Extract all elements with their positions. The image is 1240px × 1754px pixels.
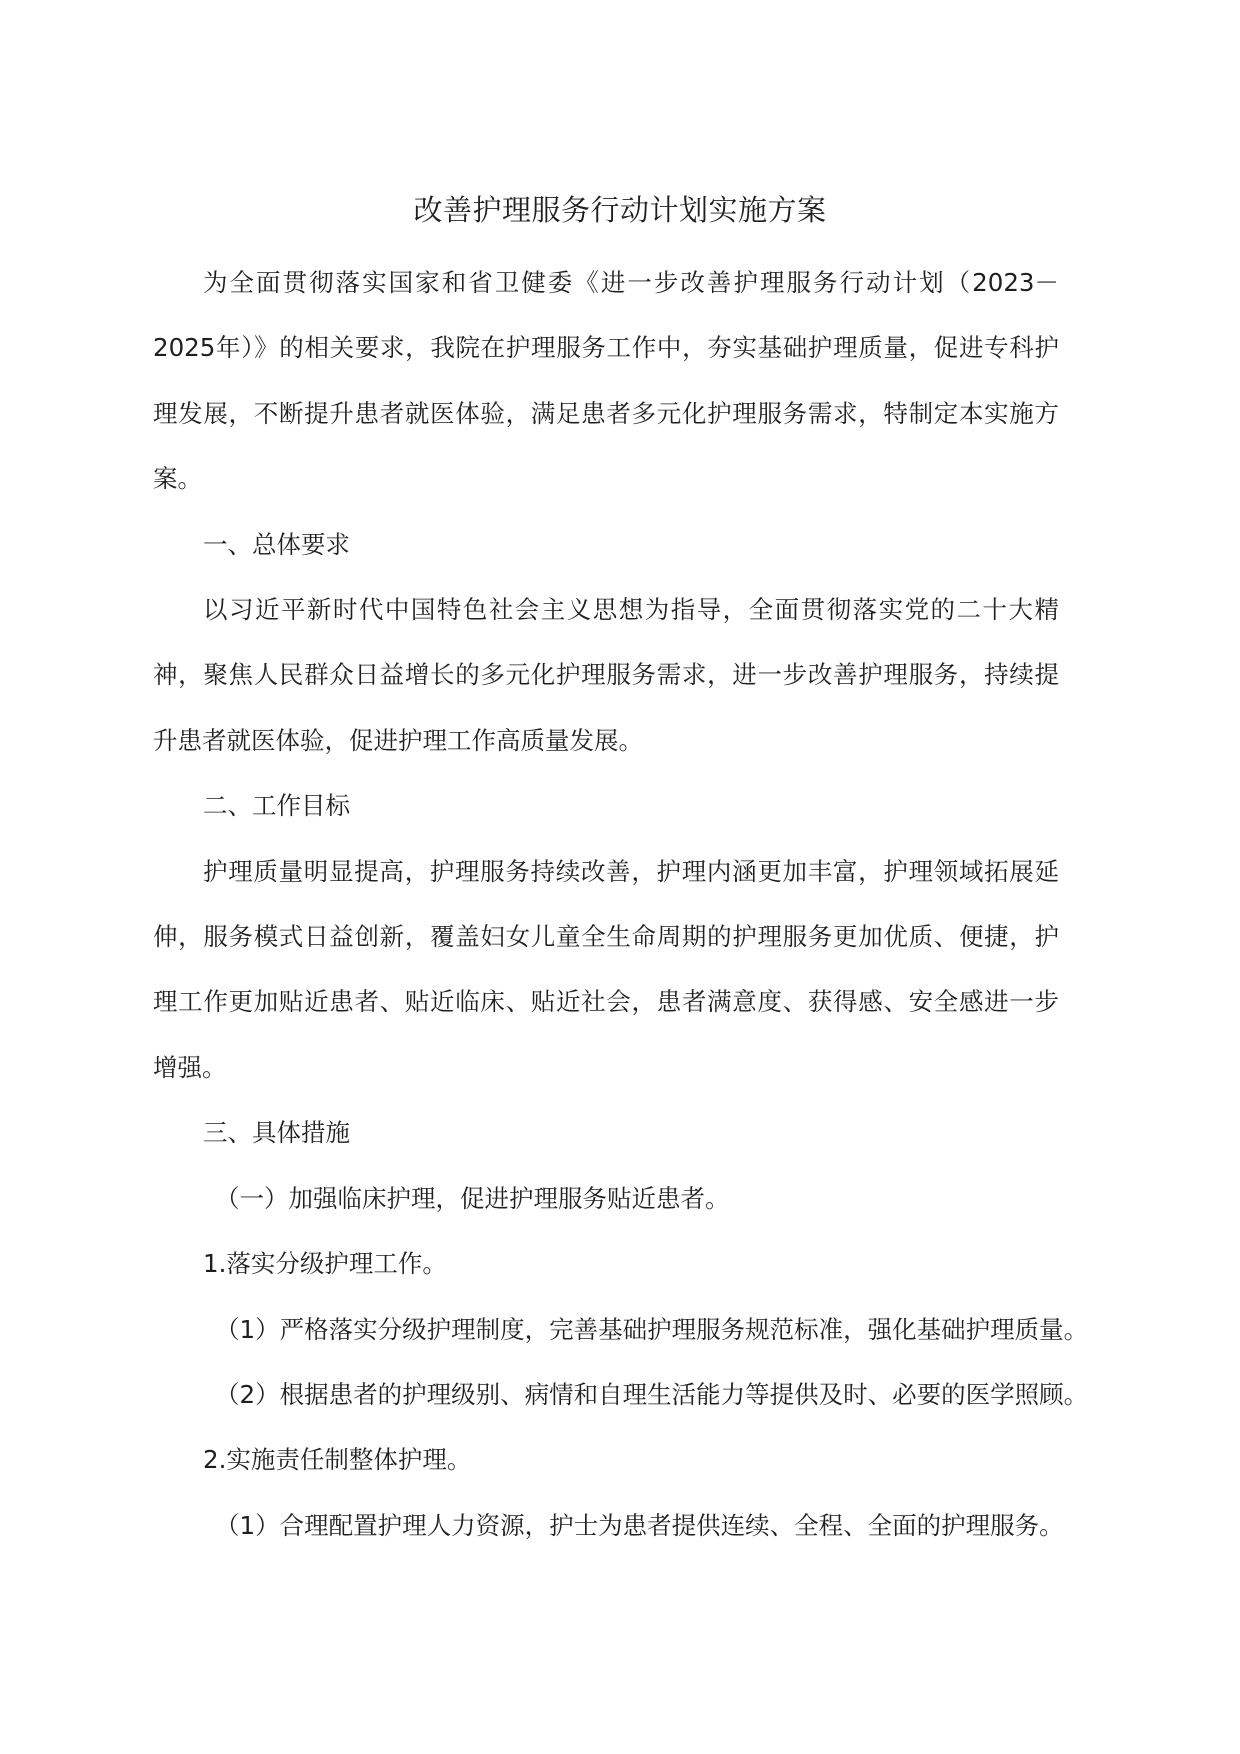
item-point: （2）根据患者的护理级别、病情和自理生活能力等提供及时、必要的医学照顾。 [215,1379,1089,1409]
item-title-responsibility-nursing: 2.实施责任制整体护理。 [203,1445,472,1475]
section-heading-overall-requirements: 一、总体要求 [203,529,350,559]
subheading-clinical-nursing: （一）加强临床护理，促进护理服务贴近患者。 [215,1183,730,1213]
item-point: （1）合理配置护理人力资源，护士为患者提供连续、全程、全面的护理服务。 [215,1510,1064,1540]
section-heading-work-goals: 二、工作目标 [203,791,350,821]
item-title-graded-nursing: 1.落实分级护理工作。 [203,1249,447,1279]
section-paragraph-work-goals: 护理质量明显提高，护理服务持续改善，护理内涵更加丰富，护理领域拓展延伸，服务模式日益创新，覆盖妇女儿童全生命周期的护理服务更加优质、便捷，护理工作更加贴近患者、贴近临床、贴近社会，患者满意度、获得感、安全感进一步增强。 [153,856,1059,1082]
document-title: 改善护理服务行动计划实施方案 [413,193,827,227]
section-heading-specific-measures: 三、具体措施 [203,1118,350,1148]
section-paragraph-overall-requirements: 以习近平新时代中国特色社会主义思想为指导，全面贯彻落实党的二十大精神，聚焦人民群众日益增长的多元化护理服务需求，进一步改善护理服务，持续提升患者就医体验，促进护理工作高质量发展。 [153,595,1059,755]
item-point: （1）严格落实分级护理制度，完善基础护理服务规范标准，强化基础护理质量。 [215,1314,1089,1344]
intro-paragraph: 为全面贯彻落实国家和省卫健委《进一步改善护理服务行动计划（2023－2025年）》的相关要求，我院在护理服务工作中，夯实基础护理质量，促进专科护理发展，不断提升患者就医体验，满足患者多元化护理服务需求，特制定本实施方案。 [153,268,1059,494]
document-body [153,250,1089,1558]
